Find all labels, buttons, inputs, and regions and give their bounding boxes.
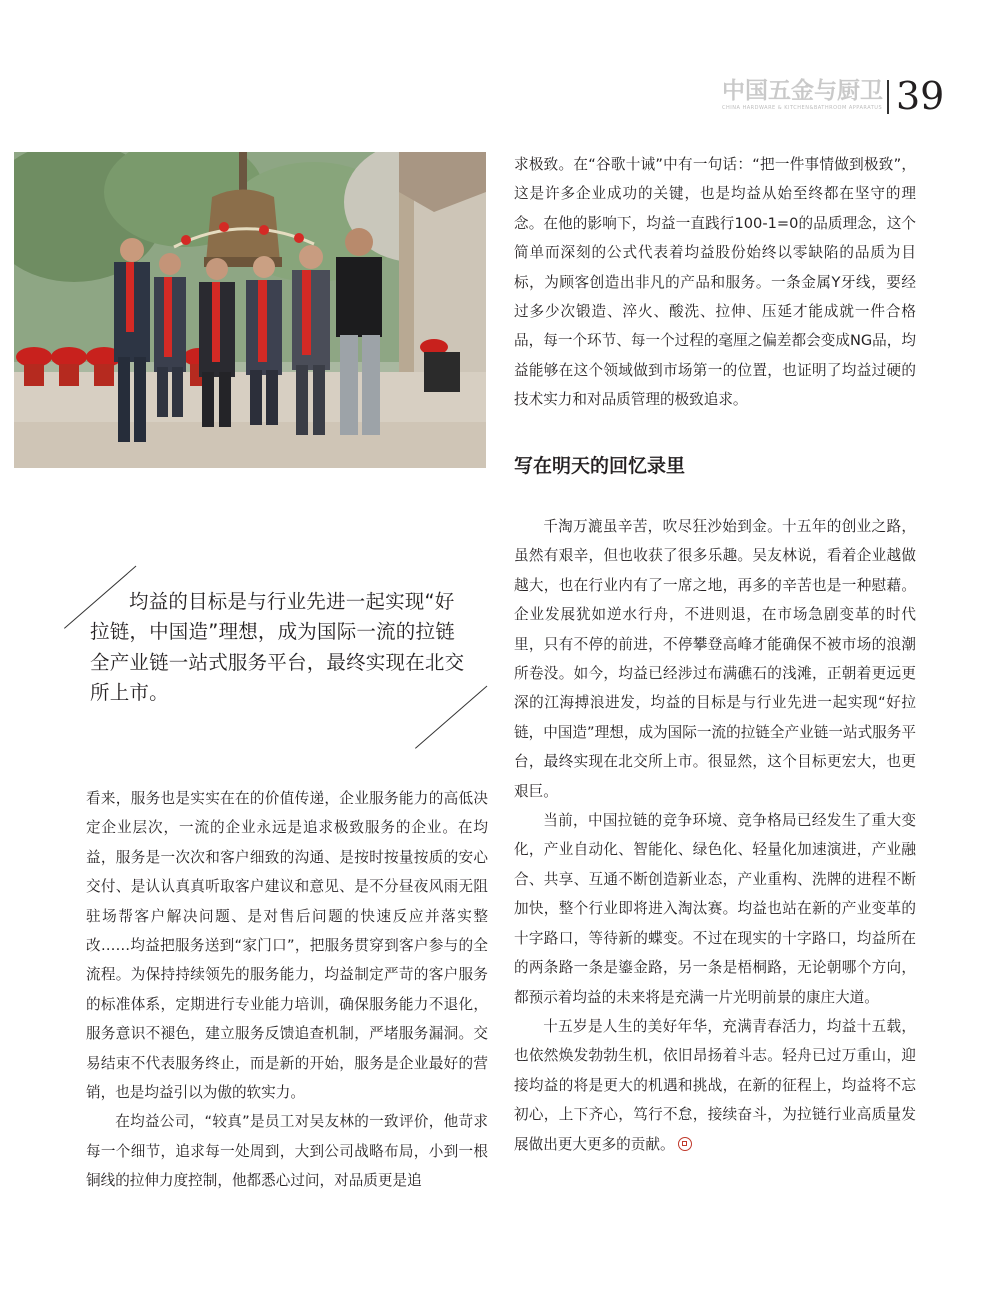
right-column-bottom — [514, 512, 916, 1159]
magazine-masthead — [722, 78, 883, 118]
right-column-top — [514, 150, 916, 415]
bell-ringing-photo — [14, 152, 486, 468]
right-top-paragraph: 求极致。在“谷歌十诫”中有一句话：“把一件事情做到极致”，这是许多企业成功的关键，也是均益从始至终都在坚守的理念。在他的影响下，均益一直践行100-1=0的品质理念，这个简单而深刻的公式代表着均益股份始终以零缺陷的品质为目标，为顾客创造出非凡的产品和服务。一条金属Y牙线，要经过多少次锻造、淬火、酸洗、拉伸、压延才能成就一件合格品，每一个环节、每一个过程的毫厘之偏差都会变成NG品，均益能够在这个领域做到市场第一的位置，也证明了均益过硬的技术实力和对品质管理的极致追求。 — [514, 156, 916, 409]
right-bottom-paragraph-3 — [514, 1012, 916, 1159]
section-heading: 写在明天的回忆录里 — [514, 455, 686, 477]
left-bottom-paragraph-2: 在均益公司，“较真”是员工对吴友林的一致评价，他苛求每一个细节，追求每一处周到，大到公司战略布局，小到一根铜线的拉伸力度控制，他都悉心过问，对品质更是追 — [86, 1113, 488, 1190]
right-bottom-paragraph-3-text: 十五岁是人生的美好年华，充满青春活力，均益十五载，也依然焕发勃勃生机，依旧昂扬着斗志。轻舟已过万重山，迎接均益的将是更大的机遇和挑战，在新的征程上，均益将不忘初心，上下齐心，笃行不怠，接续奋斗，为拉链行业高质量发展做出更大更多的贡献。 — [514, 1017, 916, 1153]
magazine-brand: 中国五金与厨卫 — [722, 78, 883, 104]
pull-quote: 均益的目标是与行业先进一起实现“好拉链，中国造”理想，成为国际一流的拉链全产业链一站式服务平台，最终实现在北交所上市。 — [90, 590, 465, 705]
page-number-divider — [887, 80, 889, 114]
left-column-bottom — [86, 784, 488, 1196]
right-bottom-paragraph-2: 当前，中国拉链的竞争环境、竞争格局已经发生了重大变化，产业自动化、智能化、绿色化、轻量化加速演进，产业融合、共享、互通不断创造新业态，产业重构、洗牌的进程不断加快，整个行业即将进入淘汰赛。均益也站在新的产业变革的十字路口，等待新的蝶变。不过在现实的十字路口，均益所在的两条路一条是鎏金路，另一条是梧桐路，无论朝哪个方向，都预示着均益的未来将是充满一片光明前景的康庄大道。 — [514, 812, 916, 1006]
seal-end-icon — [678, 1137, 692, 1151]
magazine-brand-subtitle: CHINA HARDWARE & KITCHEN&BATHROOM APPARATUS — [722, 105, 883, 111]
page-number: 39 — [896, 74, 945, 118]
right-bottom-paragraph-1: 千淘万漉虽辛苦，吹尽狂沙始到金。十五年的创业之路，虽然有艰辛，但也收获了很多乐趣。吴友林说，看着企业越做越大，也在行业内有了一席之地，再多的辛苦也是一种慰藉。企业发展犹如逆水行舟，不进则退，在市场急剧变革的时代里，只有不停的前进，不停攀登高峰才能确保不被市场的浪潮所卷没。如今，均益已经涉过布满礁石的浅滩，正朝着更远更深的江海搏浪进发，均益的目标是与行业先进一起实现“好拉链，中国造”理想，成为国际一流的拉链全产业链一站式服务平台，最终实现在北交所上市。很显然，这个目标更宏大，也更艰巨。 — [514, 518, 916, 800]
left-bottom-paragraph-1: 看来，服务也是实实在在的价值传递，企业服务能力的高低决定企业层次，一流的企业永远是追求极致服务的企业。在均益，服务是一次次和客户细致的沟通、是按时按量按质的安心交付、是认认真真听取客户建议和意见、是不分昼夜风雨无阻驻场帮客户解决问题、是对售后问题的快速反应并落实整改……均益把服务送到“家门口”，把服务贯穿到客户参与的全流程。为保持持续领先的服务能力，均益制定严苛的客户服务的标准体系，定期进行专业能力培训，确保服务能力不退化，服务意识不褪色，建立服务反馈追查机制，严堵服务漏洞。交易结束不代表服务终止，而是新的开始，服务是企业最好的营销，也是均益引以为傲的软实力。 — [86, 790, 488, 1102]
